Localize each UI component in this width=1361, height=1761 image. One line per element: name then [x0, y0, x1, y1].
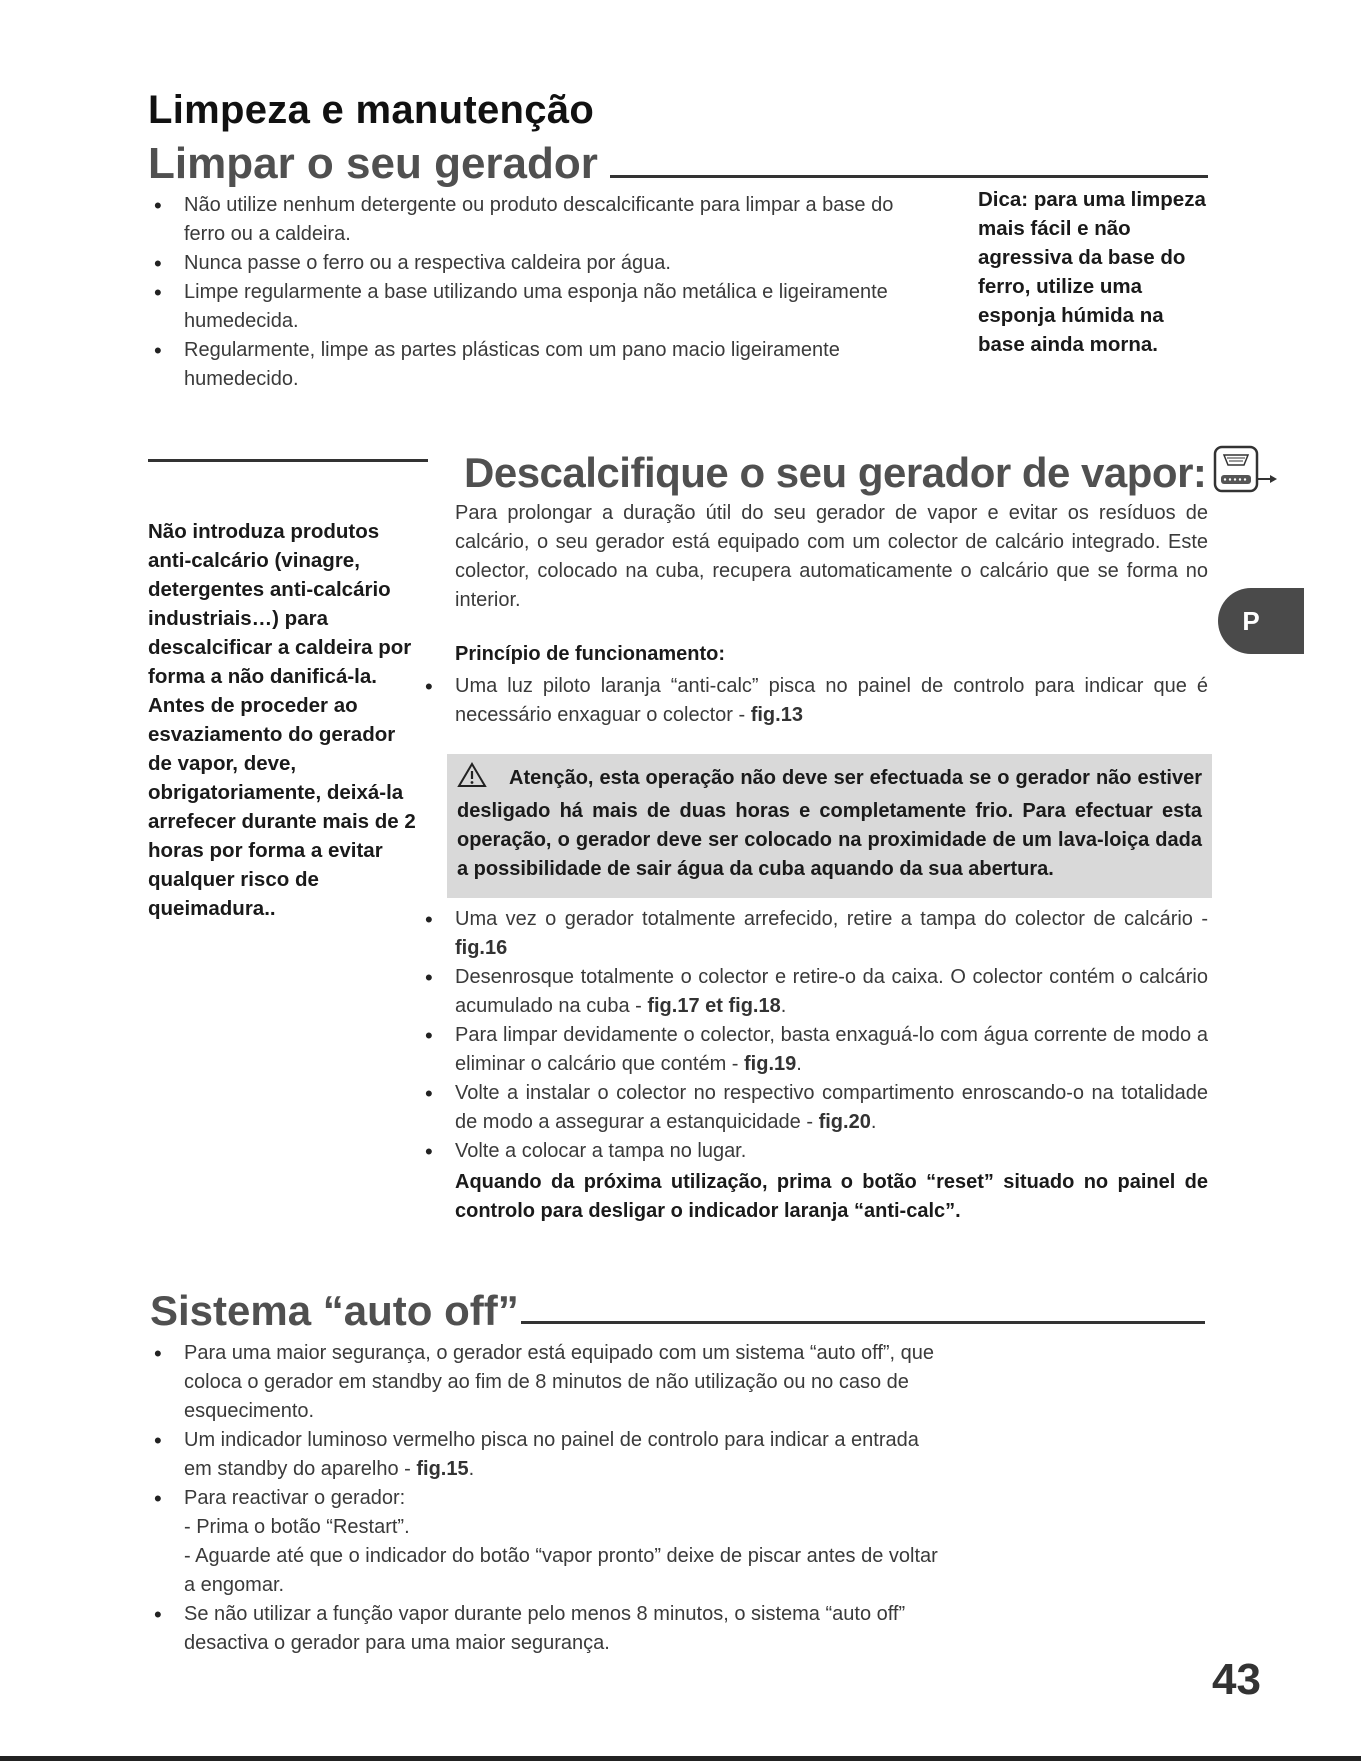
- list-item: • Não utilize nenhum detergente ou produto descalcificante para limpar a base do ferro ou a caldeira.: [150, 191, 930, 249]
- page-title: Limpeza e manutenção: [148, 88, 595, 132]
- list-item: • Volte a colocar a tampa no lugar.: [421, 1137, 1208, 1166]
- list-item: • Para uma maior segurança, o gerador está equipado com um sistema “auto off”, que coloca o gerador em standby ao fim de 8 minutos de não utilização ou no caso de esquecimento.: [150, 1339, 950, 1426]
- list-item: • Uma vez o gerador totalmente arrefecido, retire a tampa do colector de calcário - fig.16: [421, 905, 1208, 963]
- list-item: • Limpe regularmente a base utilizando uma esponja não metálica e ligeiramente humedecida.: [150, 278, 930, 336]
- figure-ref: fig.20: [818, 1111, 871, 1133]
- section-heading-row: [148, 139, 1208, 188]
- reset-note: Aquando da próxima utilização, prima o botão “reset” situado no painel de controlo para desligar o indicador laranja “anti-calc”.: [455, 1171, 1208, 1222]
- heading-rule: [610, 175, 1208, 178]
- section-heading-auto-off: Sistema “auto off”: [150, 1287, 519, 1334]
- figure-ref: fig.17 et fig.18: [647, 995, 781, 1017]
- descaling-collector-icon: [1212, 443, 1280, 502]
- list-item: • Um indicador luminoso vermelho pisca no painel de controlo para indicar a entrada em standby do aparelho - fig.15.: [150, 1426, 950, 1484]
- warning-box: [447, 754, 1212, 898]
- descaling-intro: Para prolongar a duração útil do seu gerador de vapor e evitar os resíduos de calcário, o seu gerador está equipado com um colector de calcário integrado. Este colector, colocado na cuba, recupera automaticamente o calcário que se forma no interior.: [455, 502, 1208, 611]
- warning-text: Atenção, esta operação não deve ser efectuada se o gerador não estiver desligado há mais de duas horas e completamente frio. Para efectuar esta operação, o gerador deve ser colocado na proximidade de um lava-loiça dada a possibilidade de sair água da cuba aquando da sua abertura.: [457, 767, 1202, 880]
- list-item: • Desenrosque totalmente o colector e retire-o da caixa. O colector contém o calcário acumulado na cuba - fig.17 et fig.18.: [421, 963, 1208, 1021]
- cleaning-list: [150, 191, 930, 394]
- bottom-rule: [0, 1756, 1361, 1761]
- tip-note: Dica: para uma limpeza mais fácil e não agressiva da base do ferro, utilize uma esponja húmida na base ainda morna.: [978, 188, 1206, 356]
- side-warning-note: Não introduza produtos anti-calcário (vinagre, detergentes anti-calcário industriais…) para descalcificar a caldeira por forma a não danificá-la. Antes de proceder ao esvaziamento do gerador de vapor, deve, obrigatoriamente, deixá-la arrefecer durante mais de 2 horas por forma a evitar qualquer risco de queimadura..: [148, 520, 416, 920]
- auto-off-list: [150, 1339, 950, 1658]
- section-heading-row: [464, 443, 1280, 502]
- figure-ref: fig.16: [455, 937, 508, 959]
- list-item: • Volte a instalar o colector no respectivo compartimento enroscando-o na totalidade de modo a assegurar a estanquicidade - fig.20.: [421, 1079, 1208, 1137]
- language-tab: P: [1218, 588, 1304, 654]
- list-item: • Uma luz piloto laranja “anti-calc” pisca no painel de controlo para indicar que é necessário enxaguar o colector - fig.13: [421, 672, 1208, 730]
- section-heading-row: [150, 1287, 1205, 1334]
- section-heading-descalcifique: Descalcifique o seu gerador de vapor:: [464, 448, 1207, 496]
- figure-ref: fig.19: [744, 1053, 797, 1075]
- principle-label: Princípio de funcionamento:: [455, 643, 726, 665]
- figure-ref: fig.13: [750, 704, 803, 726]
- list-item: • Regularmente, limpe as partes plásticas com um pano macio ligeiramente humedecido.: [150, 336, 930, 394]
- side-rule: [148, 459, 428, 462]
- figure-ref: fig.15: [416, 1458, 469, 1480]
- page-number: 43: [1212, 1655, 1261, 1704]
- principle-list: [421, 672, 1208, 730]
- descaling-steps: [421, 905, 1208, 1166]
- warning-triangle-icon: [457, 762, 487, 797]
- heading-rule: [521, 1321, 1205, 1324]
- list-item: • Nunca passe o ferro ou a respectiva caldeira por água.: [150, 249, 930, 278]
- section-heading-limpar: Limpar o seu gerador: [148, 139, 598, 188]
- list-item: • Se não utilizar a função vapor durante pelo menos 8 minutos, o sistema “auto off” desactiva o gerador para uma maior segurança.: [150, 1600, 950, 1658]
- list-item: • Para reactivar o gerador: - Prima o botão “Restart”. - Aguarde até que o indicador do botão “vapor pronto” deixe de piscar antes de voltar a engomar.: [150, 1484, 950, 1600]
- list-item: • Para limpar devidamente o colector, basta enxaguá-lo com água corrente de modo a eliminar o calcário que contém - fig.19.: [421, 1021, 1208, 1079]
